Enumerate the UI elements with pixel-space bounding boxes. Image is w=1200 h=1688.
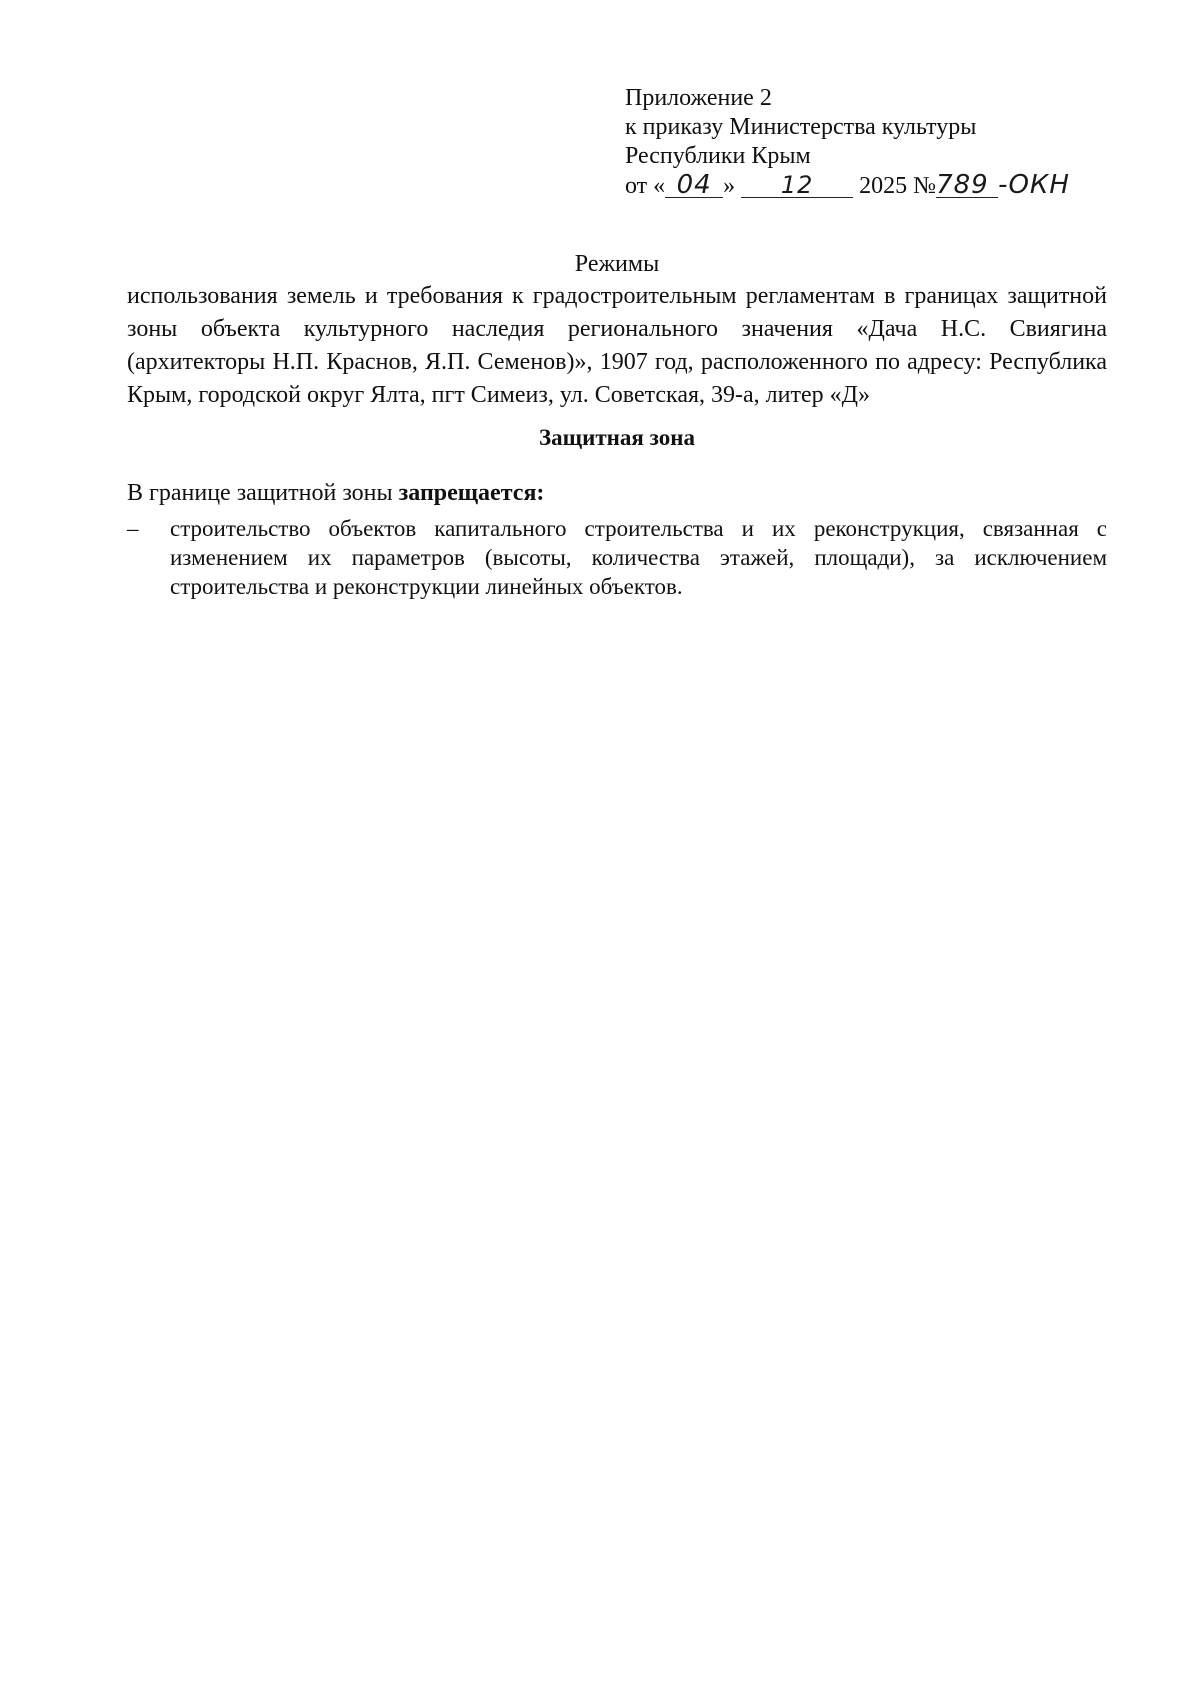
intro-text: В границе защитной зоны (127, 480, 399, 506)
list-item (127, 514, 1107, 601)
handwritten-number-suffix: -ОКН (998, 170, 1070, 200)
list-dash: – (127, 516, 139, 541)
prohibition-intro (127, 479, 1107, 507)
list-item-text: строительство объектов капитального строительства и их реконструкция, связанная с изменением их параметров (высоты, количества этажей, площади), за исключением строительства и реконструкции линейных объектов. (170, 516, 1107, 599)
number-sign: № (913, 173, 937, 199)
appendix-label: Приложение 2 (625, 85, 772, 111)
order-date-line (625, 171, 1095, 201)
document-subtitle: использования земель и требования к градостроительным регламентам в границах защитной зоны объекта культурного наследия регионального значения «Дача Н.С. Свиягина (архитекторы Н.П. Краснов, Я.П. Семенов)», 1907 год, расположенного по адресу: Республика Крым, городской округ Ялта, пгт Симеиз, ул. Советская, 39-а, литер «Д» (127, 283, 1107, 408)
document-title: Режимы (574, 251, 660, 277)
section-title: Защитная зона (539, 425, 695, 450)
order-year: 2025 (859, 173, 908, 199)
handwritten-number: 789 (936, 173, 998, 198)
intro-bold-text: запрещается: (398, 480, 545, 506)
handwritten-month: 12 (741, 173, 853, 198)
date-mid: » (723, 173, 736, 199)
handwritten-day: 04 (665, 173, 723, 198)
date-prefix: от « (625, 173, 666, 199)
order-reference: к приказу Министерства культуры (625, 114, 977, 140)
appendix-block (625, 84, 1095, 201)
republic-name: Республики Крым (625, 143, 811, 169)
